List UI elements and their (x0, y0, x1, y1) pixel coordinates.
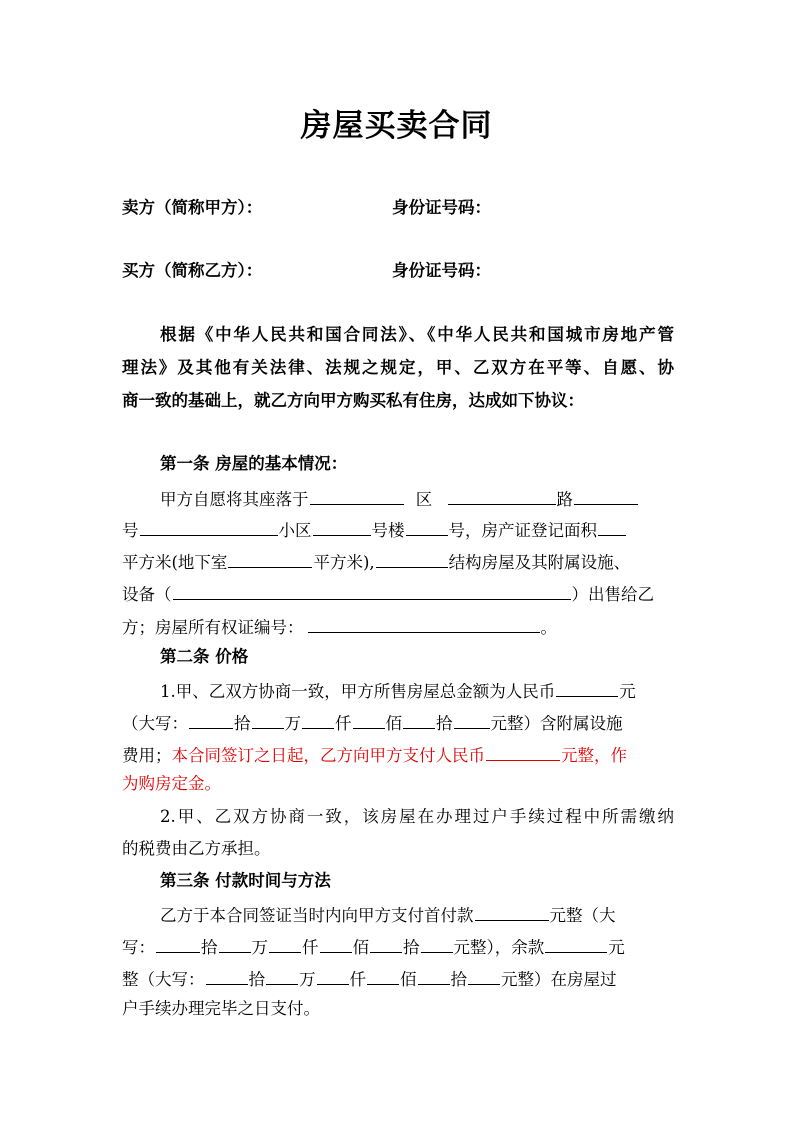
article-2-heading: 第二条 价格 (160, 647, 249, 666)
blank-amount[interactable] (370, 934, 402, 953)
article-1-line-5: 方；房屋所有权证编号： 。 (122, 614, 674, 639)
blank-amount[interactable] (189, 710, 233, 729)
article-2-line-5: 2.甲、乙双方协商一致，该房屋在办理过户手续过程中所需缴纳 (160, 807, 674, 826)
blank-amount[interactable] (252, 710, 284, 729)
blank-amount[interactable] (418, 966, 450, 985)
preamble-line-2: 理法》及其他有关法律、法规之规定，甲、乙双方在平等、自愿、协 (122, 358, 674, 377)
article-2-line-4: 为购房定金。 (122, 774, 221, 793)
buyer-id-label: 身份证号码： (392, 261, 491, 280)
preamble-line-3: 商一致的基础上，就乙方向甲方购买私有住房，达成如下协议： (122, 391, 584, 410)
blank-amount[interactable] (468, 966, 500, 985)
blank-amount[interactable] (353, 710, 385, 729)
blank-amount[interactable] (454, 710, 490, 729)
blank-structure[interactable] (376, 549, 448, 568)
blank-amount[interactable] (156, 934, 200, 953)
buyer-label: 买方（简称乙方）： (122, 261, 263, 280)
blank-area[interactable] (598, 517, 626, 536)
blank-amount[interactable] (320, 934, 352, 953)
article-1-line-3: 平方米(地下室 平方米), 结构房屋及其附属设施、 (122, 549, 674, 574)
article-3-line-1: 乙方于本合同签证当时内向甲方支付首付款 元整（大 (160, 902, 712, 927)
blank-road[interactable] (574, 486, 638, 505)
blank-deposit[interactable] (486, 742, 560, 761)
blank-unit[interactable] (406, 517, 448, 536)
blank-amount[interactable] (269, 934, 301, 953)
blank-balance[interactable] (545, 934, 607, 953)
blank-down-payment[interactable] (475, 902, 549, 921)
blank-total-price[interactable] (556, 678, 618, 697)
seller-id-label: 身份证号码： (392, 198, 491, 217)
seller-label: 卖方（简称甲方）： (122, 198, 263, 217)
blank-equipment[interactable] (173, 581, 571, 600)
blank-certificate-number[interactable] (308, 614, 540, 633)
article-3-heading: 第三条 付款时间与方法 (160, 871, 331, 890)
article-3-line-4: 户手续办理完毕之日支付。 (122, 999, 320, 1018)
blank-amount[interactable] (206, 966, 248, 985)
article-1-line-4: 设备（ ）出售给乙 (122, 581, 674, 606)
buyer-row (122, 260, 674, 282)
blank-amount[interactable] (302, 710, 334, 729)
blank-amount[interactable] (367, 966, 399, 985)
blank-amount[interactable] (266, 966, 298, 985)
blank-number[interactable] (140, 517, 278, 536)
blank-location[interactable] (310, 486, 404, 505)
blank-amount[interactable] (317, 966, 349, 985)
article-1-line-1: 甲方自愿将其座落于 区 路 (160, 486, 712, 511)
blank-amount[interactable] (403, 710, 435, 729)
blank-amount[interactable] (219, 934, 251, 953)
article-1-heading: 第一条 房屋的基本情况： (160, 454, 348, 473)
article-2-line-2: （大写： 拾 万 仟 佰 拾 元整）含附属设施 (122, 710, 674, 735)
blank-basement-area[interactable] (228, 549, 312, 568)
document-title: 房屋买卖合同 (300, 108, 493, 144)
article-2-line-6: 的税费由乙方承担。 (122, 839, 271, 858)
article-3-line-3: 整（大写： 拾 万 仟 佰 拾 元整）在房屋过 (122, 966, 674, 991)
seller-row (122, 197, 674, 219)
blank-amount[interactable] (421, 934, 453, 953)
blank-building[interactable] (313, 517, 371, 536)
article-1-line-2: 号 小区 号楼 号，房产证登记面积 (122, 517, 674, 542)
article-3-line-2: 写： 拾 万 仟 佰 拾 元整），余款 元 (122, 934, 674, 959)
article-2-line-1: 1.甲、乙双方协商一致，甲方所售房屋总金额为人民币 元 (160, 678, 712, 703)
blank-district[interactable] (448, 486, 556, 505)
preamble-line-1: 根据《中华人民共和国合同法》、《中华人民共和国城市房地产管 (160, 325, 674, 344)
article-2-line-3: 费用；本合同签订之日起，乙方向甲方支付人民币 元整，作 (122, 742, 674, 767)
